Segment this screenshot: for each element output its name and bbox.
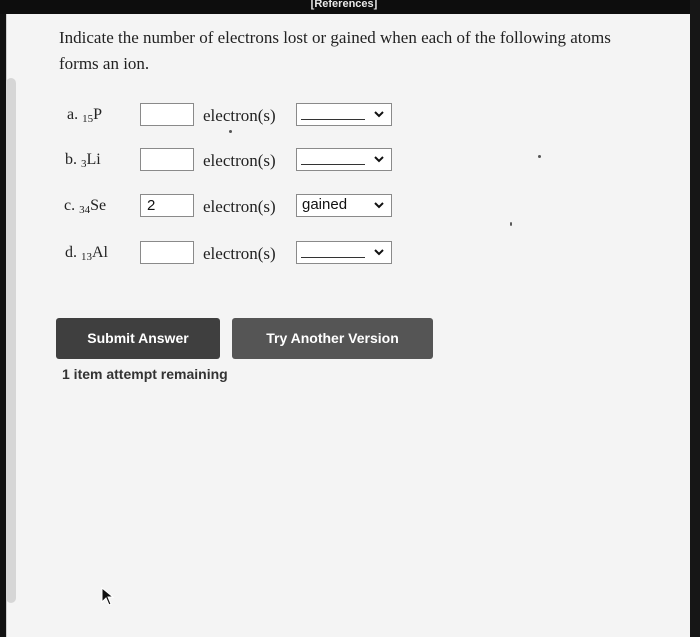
electron-count-input-a[interactable] [140, 103, 194, 126]
mouse-pointer-icon [100, 587, 116, 607]
chevron-down-icon [373, 107, 385, 121]
atomic-number: 13 [81, 251, 92, 263]
row-letter: a. [67, 106, 79, 123]
electrons-label-a: electron(s) [203, 106, 276, 125]
select-blank [301, 119, 365, 120]
change-select-b[interactable] [296, 148, 392, 171]
attempts-remaining: 1 item attempt remaining [62, 366, 228, 382]
element-symbol: P [93, 106, 103, 123]
select-blank [301, 164, 365, 165]
atom-label-c [64, 197, 106, 216]
electron-count-input-d[interactable] [140, 241, 194, 264]
atom-label-b [65, 151, 101, 170]
electron-count-input-c[interactable]: 2 [140, 194, 194, 217]
top-bar [0, 0, 700, 14]
atom-label-a [67, 106, 102, 125]
row-letter: b. [65, 151, 77, 168]
electrons-label-b: electron(s) [203, 151, 276, 170]
element-symbol: Al [92, 244, 108, 261]
atomic-number: 3 [81, 158, 87, 170]
atom-label-d [65, 244, 108, 263]
speck [510, 222, 512, 226]
chevron-down-icon [373, 152, 385, 166]
select-blank [301, 257, 365, 258]
chevron-down-icon [373, 198, 385, 212]
chevron-down-icon [373, 245, 385, 259]
atomic-number: 15 [82, 113, 94, 125]
element-symbol: Li [86, 151, 101, 168]
references-tab[interactable]: [References] [310, 0, 378, 10]
question-text: Indicate the number of electrons lost or gained when each of the following atoms forms an ion. [59, 28, 611, 73]
row-letter: c. [64, 197, 76, 214]
speck [538, 155, 541, 158]
window-edge [690, 0, 700, 637]
change-select-a[interactable] [296, 103, 392, 126]
change-select-c[interactable] [296, 194, 392, 217]
scrollbar[interactable] [6, 78, 16, 603]
submit-answer-button[interactable]: Submit Answer [56, 318, 220, 359]
try-another-version-button[interactable]: Try Another Version [232, 318, 433, 359]
electrons-label-c: electron(s) [203, 197, 276, 216]
row-letter: d. [65, 244, 77, 261]
atomic-number: 34 [79, 204, 91, 216]
element-symbol: Se [90, 197, 107, 214]
electron-count-input-b[interactable] [140, 148, 194, 171]
change-select-d[interactable] [296, 241, 392, 264]
select-value: gained [302, 196, 348, 213]
speck [229, 130, 232, 133]
electrons-label-d: electron(s) [203, 244, 276, 263]
